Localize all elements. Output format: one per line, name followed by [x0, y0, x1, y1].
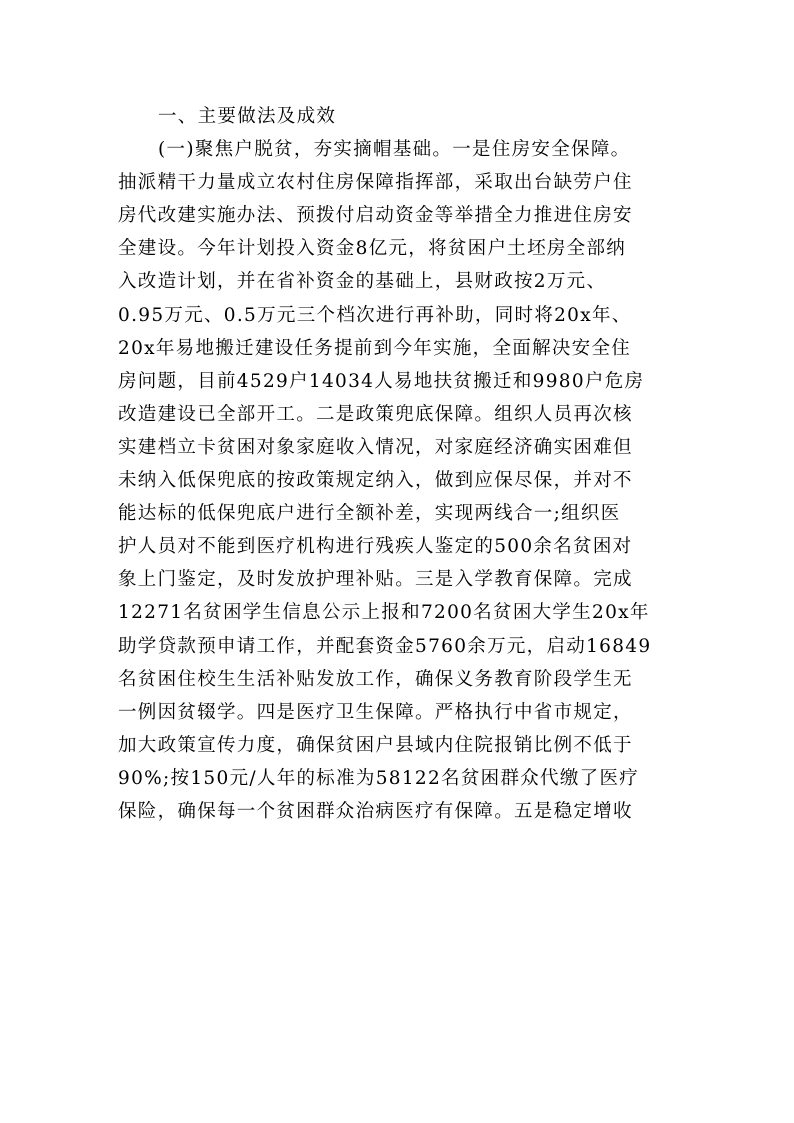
- paragraph-line: 0.95万元、0.5万元三个档次进行再补助，同时将20x年、: [118, 304, 632, 326]
- paragraph-line: 20x年易地搬迁建设任务提前到今年实施，全面解决安全住: [118, 337, 632, 359]
- paragraph-line: 房代改建实施办法、预拨付启动资金等举措全力推进住房安: [118, 205, 633, 227]
- paragraph-line: 实建档立卡贫困对象家庭收入情况，对家庭经济确实困难但: [118, 436, 633, 458]
- paragraph-line: 房问题，目前4529户14034人易地扶贫搬迁和9980户危房: [118, 370, 645, 392]
- paragraph-line: 抽派精干力量成立农村住房保障指挥部，采取出台缺劳户住: [118, 172, 633, 194]
- paragraph-line: 一例因贫辍学。四是医疗卫生保障。严格执行中省市规定，: [118, 701, 633, 723]
- paragraph-line: 助学贷款预申请工作，并配套资金5760余万元，启动16849: [118, 635, 652, 657]
- paragraph-line: 加大政策宣传力度，确保贫困户县域内住院报销比例不低于: [118, 734, 633, 756]
- body-text: [118, 100, 688, 828]
- paragraph-line: 保险，确保每一个贫困群众治病医疗有保障。五是稳定增收: [118, 800, 633, 822]
- paragraph-line: 能达标的低保兜底户进行全额补差，实现两线合一;组织医: [118, 503, 621, 525]
- paragraph-line: 未纳入低保兜底的按政策规定纳入，做到应保尽保，并对不: [118, 470, 633, 492]
- paragraph-line: 全建设。今年计划投入资金8亿元，将贫困户土坯房全部纳: [118, 238, 627, 260]
- paragraph-line: 90%;按150元/人年的标准为58122名贫困群众代缴了医疗: [118, 767, 640, 789]
- paragraph-line: 象上门鉴定，及时发放护理补贴。三是入学教育保障。完成: [118, 569, 633, 591]
- paragraph-line: 入改造计划，并在省补资金的基础上，县财政按2万元、: [118, 271, 607, 293]
- paragraph-line: 改造建设已全部开工。二是政策兜底保障。组织人员再次核: [118, 403, 633, 425]
- paragraph-line: 护人员对不能到医疗机构进行残疾人鉴定的500余名贫困对: [118, 536, 633, 558]
- paragraph-line: (一)聚焦户脱贫，夯实摘帽基础。一是住房安全保障。: [158, 139, 631, 161]
- paragraph-line: 12271名贫困学生信息公示上报和7200名贫困大学生20x年: [118, 602, 650, 624]
- section-heading: 一、主要做法及成效: [158, 106, 337, 127]
- paragraph-line: 名贫困住校生生活补贴发放工作，确保义务教育阶段学生无: [118, 668, 633, 690]
